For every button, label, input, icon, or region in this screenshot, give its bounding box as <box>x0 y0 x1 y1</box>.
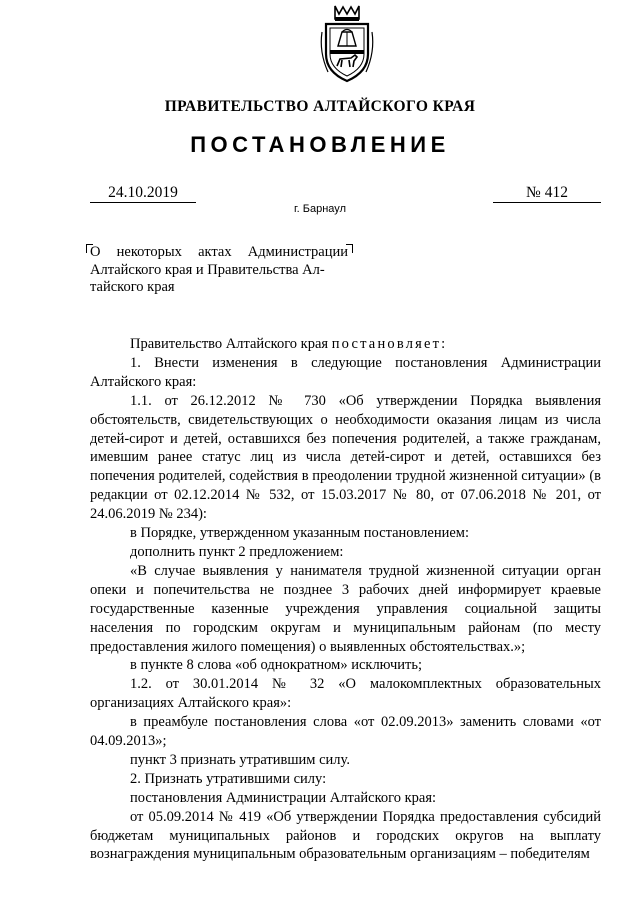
body-paragraph: 1. Внести изменения в следующие постановления Администрации Алтайского края: <box>90 354 601 390</box>
subject-line: тайского края <box>90 279 175 295</box>
body-paragraph: дополнить пункт 2 предложением: <box>130 543 344 560</box>
organization-title: ПРАВИТЕЛЬСТВО АЛТАЙСКОГО КРАЯ <box>164 98 476 115</box>
body-paragraph: «В случае выявления у нанимателя трудной жизненной ситуации орган опеки и попечительства не позднее 3 рабочих дней информирует краевые государственные казенные учреждения управления социальной защиты населения по городским округам и муниципальным районам (по месту предоставления жилого помещения) о выявленных обстоятельствах.»; <box>90 562 601 655</box>
body-paragraph: в преамбуле постановления слова «от 02.09.2013» заменить словами «от 04.09.2013»; <box>90 714 601 750</box>
subject-line: О некоторых актах Администрации <box>90 244 348 260</box>
document-type-title: ПОСТАНОВЛЕНИЕ <box>190 132 450 157</box>
body-paragraph: 2. Признать утратившими силу: <box>130 770 327 787</box>
document-body <box>90 335 601 864</box>
body-paragraph: в пункте 8 слова «об однократном» исключить; <box>130 657 422 674</box>
document-number: № 412 <box>493 184 601 203</box>
document-subject <box>90 244 348 297</box>
city-label: г. Барнаул <box>294 203 346 215</box>
intro-text: Правительство Алтайского края <box>130 336 332 352</box>
subject-line: Алтайского края и Правительства Ал- <box>90 261 325 278</box>
body-paragraph: постановления Администрации Алтайского края: <box>130 789 437 806</box>
intro-verb: постановляет: <box>331 336 448 352</box>
coat-of-arms-icon <box>318 2 376 86</box>
body-paragraph: в Порядке, утвержденном указанным постановлением: <box>130 525 470 542</box>
body-paragraph: 1.1. от 26.12.2012 № 730 «Об утверждении Порядка выявления обстоятельств, свидетельствующих о необходимости оказания лицам из числа детей-сирот и детей, оставшихся без попечения родителей, а также гражданам, имевшим ранее статус лиц из числа детей-сирот и детей, оставшихся без попечения родителей, содействия в преодолении трудной жизненной ситуации» (в редакции от 02.12.2014 № 532, от 15.03.2017 № 80, от 07.06.2018 № 201, от 24.06.2019 № 234): <box>90 392 601 523</box>
body-paragraph <box>90 335 601 354</box>
body-paragraph: пункт 3 признать утратившим силу. <box>130 751 350 768</box>
body-paragraph: от 05.09.2014 № 419 «Об утверждении Порядка предоставления субсидий бюджетам муниципальных районов и городских округов на выплату вознаграждения муниципальным образовательным организациям – победителям <box>90 808 601 863</box>
document-date: 24.10.2019 <box>90 184 196 203</box>
body-paragraph: 1.2. от 30.01.2014 № 32 «О малокомплектных образовательных организациях Алтайского края»: <box>90 676 601 712</box>
